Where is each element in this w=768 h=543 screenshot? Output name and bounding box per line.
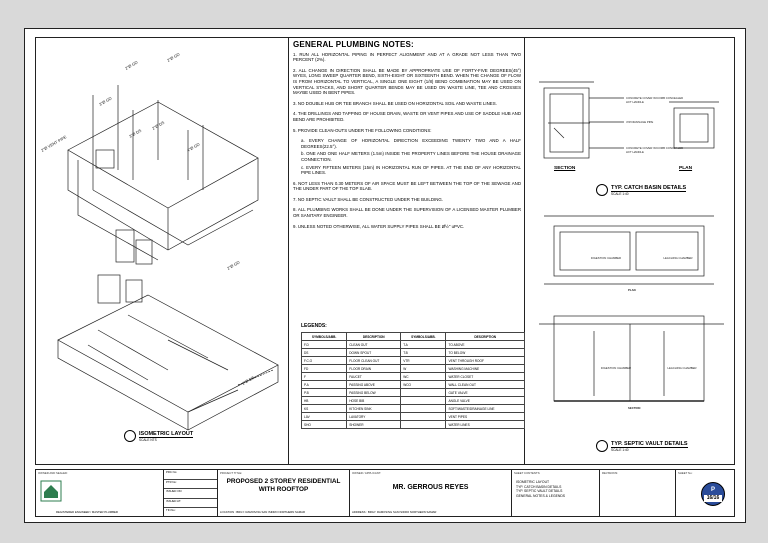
owner-sealed-label: OWNER AND SEALED:: [38, 471, 68, 475]
legend-cell: FAUCET: [347, 373, 401, 381]
legend-cell: [401, 421, 446, 429]
issued-on-label: ISSUED ON:: [164, 489, 217, 499]
isometric-layout-drawing: [38, 40, 288, 460]
legend-table: [301, 332, 525, 429]
legend-cell: W: [401, 365, 446, 373]
note-sub-item: c. EVERY FIFTEEN METERS (15m) IN HORIZONTAL RUN OF PIPES. AT THE END OF ANY HORIZONTAL PIPE LINES.: [301, 164, 521, 176]
legend-cell: ANGLE VALVE: [446, 397, 525, 405]
sheet-letter: P: [710, 487, 715, 493]
note-sub-item: a. EVERY CHANGE OF HORIZONTAL DIRECTION EXCEEDING TWENTY TWO AND A HALF DEGREES(22.5°).: [301, 138, 521, 149]
isometric-title: ISOMETRIC LAYOUT: [139, 430, 194, 437]
chamber-label: LEACHING CHAMBER: [667, 366, 697, 370]
legend-header: SYMBOLS/ABB.: [302, 333, 347, 341]
note-item: 9. UNLESS NOTED OTHERWISE, ALL WATER SUPPLY PIPES SHALL BE Ø½" uPVC.: [293, 223, 465, 229]
legend-cell: DOWN SPOUT: [347, 349, 401, 357]
owner-sealed-cell: [36, 470, 164, 516]
plan-label: PLAN: [679, 166, 693, 171]
prc-label: PRC No:: [164, 470, 217, 480]
legend-header: SYMBOLS/ABB.: [401, 333, 446, 341]
legend-header: DESCRIPTION: [446, 333, 525, 341]
legend-cell: HB: [302, 397, 347, 405]
license-cell: [164, 470, 218, 516]
legend-cell: WATER CLOSET: [446, 373, 525, 381]
legend-cell: T.A: [401, 341, 446, 349]
chamber-label: DIGESTION CHAMBER: [590, 256, 622, 260]
legend-cell: FLOOR DRAIN: [347, 365, 401, 373]
legend-cell: F.C.O: [302, 357, 347, 365]
legend-cell: P.B: [302, 389, 347, 397]
scale-label: SCALE: [611, 191, 622, 196]
legend: [301, 323, 525, 429]
legend-row: [302, 421, 525, 429]
legend-row: [302, 349, 525, 357]
isometric-title-block: [124, 430, 193, 442]
scale-label: SCALE: [611, 447, 622, 452]
legend-cell: KS: [302, 405, 347, 413]
scale-value: NTS: [150, 437, 157, 442]
title-marker-icon: [596, 184, 608, 196]
legend-row: [302, 381, 525, 389]
callout: CONCRETE COVER W/COMB CONCEALED LIFT HANDLE: [626, 96, 684, 104]
legend-cell: [401, 397, 446, 405]
project-location: LOCATION : BRGY. RAMOS/NG SAN ISIDRO NORTHERN SAMAR: [220, 510, 306, 514]
note-item: 5. PROVIDE CLEAN-OUTS UNDER THE FOLLOWING CONDITIONS:: [293, 127, 432, 133]
legend-cell: WC: [401, 373, 446, 381]
pipe-label: 3"Ø GD: [98, 95, 113, 107]
contents-label: SHEET CONTENTS:: [514, 471, 541, 475]
callout: 4"Ø DRAINAGE PIPE: [626, 120, 654, 124]
legend-cell: SHOWER: [347, 421, 401, 429]
septic-section-label: SECTION: [628, 406, 641, 410]
issued-at-label: ISSUED AT:: [164, 499, 217, 509]
house-logo-icon: [40, 480, 62, 502]
septic-vault-drawing: [534, 206, 734, 436]
legend-cell: GATE VALVE: [446, 389, 525, 397]
note-item: 3. NO DOUBLE HUB OR TEE BRANCH SHALL BE USED ON HORIZONTAL SOIL AND WASTE LINES.: [293, 100, 497, 106]
pipe-label: 2"Ø GD: [166, 51, 181, 63]
legend-cell: KITCHEN SINK: [347, 405, 401, 413]
revisions-label: REVISIONS:: [602, 471, 619, 475]
note-item: 1. RUN ALL HORIZONTAL PIPING IN PERFECT ALIGNMENT AND AT A GRADE NOT LESS THAN TWO PERCENT (2%).: [293, 51, 521, 63]
legend-row: [302, 413, 525, 421]
legend-cell: WASHING MACHINE: [446, 365, 525, 373]
legend-cell: [401, 413, 446, 421]
septic-title: TYP. SEPTIC VAULT DETAILS: [611, 440, 688, 447]
pipe-label: 4"Ø GD: [186, 141, 201, 153]
chamber-label: DIGESTION CHAMBER: [600, 366, 632, 370]
content-item: TYP. SEPTIC VAULT DETAILS: [516, 489, 563, 494]
legend-cell: T.B: [401, 349, 446, 357]
septic-plan-label: PLAN: [628, 288, 636, 292]
drawing-frame: [35, 37, 735, 465]
legend-cell: [401, 389, 446, 397]
pipe-label: 3"Ø DS: [128, 127, 143, 139]
note-item: 2. ALL CHANGE IN DIRECTION SHALL BE MADE BY APPROPRIATE USE OF FORTY-FIVE DEGREES(45°) WYES, LONG SWEEP QUARTER BEND, SIXTH-EIGHT OR SIXTEENTH BEND. WHEN THE CHANGE OF FLOW IS FROM HORIZONTAL TO VERTICAL, A SINGLE ONE EIGHT (1/8) BEND COMBINATION MAY BE USED ON VERTICAL STACKS, AND SHORT QUARTER BENDS MAY BE USED ON WASTE LINE, TEE AND CROSSES MAYBE USED IN BENT PIPES.: [293, 67, 521, 96]
legend-cell: DS: [302, 349, 347, 357]
scale-value: 1:40: [622, 191, 629, 196]
project-label: PROJECT TITLE:: [220, 471, 243, 475]
revisions-cell: [600, 470, 676, 516]
legend-title: LEGENDS:: [301, 323, 327, 329]
legend-row: [302, 373, 525, 381]
legend-cell: VENT THROUGH ROOF: [446, 357, 525, 365]
legend-cell: HOSE BIB: [347, 397, 401, 405]
note-item: 7. NO SEPTIC VAULT SHALL BE CONSTRUCTED UNDER THE BUILDING.: [293, 196, 444, 202]
legend-cell: SHO: [302, 421, 347, 429]
legend-cell: TO BELOW: [446, 349, 525, 357]
content-item: GENERAL NOTES & LEGENDS: [516, 493, 566, 498]
owner-cell: [350, 470, 512, 516]
legend-cell: PASSING ABOVE: [347, 381, 401, 389]
general-notes: [293, 42, 521, 234]
drawing-sheet: [24, 28, 746, 523]
pipe-label: 2"Ø VENT PIPE: [40, 134, 68, 153]
legend-cell: WATER LINES: [446, 421, 525, 429]
legend-row: [302, 397, 525, 405]
note-sub-item: b. ONE AND ONE HALF METERS (1.5m) INSIDE THE PROPERTY LINES BEFORE THE HOUSE DRAINAGE CONNECTION.: [301, 151, 521, 162]
legend-cell: CLEAN OUT: [347, 341, 401, 349]
septic-title-block: [596, 440, 688, 452]
catch-basin-title: TYP. CATCH BASIN DETAILS: [611, 184, 687, 191]
legend-cell: WCO: [401, 381, 446, 389]
catch-basin-drawing: [534, 78, 734, 188]
catch-basin-title-block: [596, 184, 686, 196]
pipe-label: 2"Ø DS: [241, 374, 256, 386]
legend-cell: VTR: [401, 357, 446, 365]
project-cell: [218, 470, 350, 516]
note-item: 4. THE DRILLINGS AND TAPPING OF HOUSE DRAIN, WASTE OR VENT PIPES AND USE OF SADDLE HUB AND BEND ARE PROHIBITED.: [293, 111, 521, 122]
title-marker-icon: [596, 440, 608, 452]
chamber-label: LEACHING CHAMBER: [663, 256, 693, 260]
legend-header: DESCRIPTION: [347, 333, 401, 341]
legend-cell: LAV: [302, 413, 347, 421]
section-label: SECTION: [554, 166, 576, 171]
legend-cell: [401, 405, 446, 413]
pipe-label: 2"Ø DS: [151, 119, 166, 131]
owner-name: MR. GERROUS REYES: [392, 484, 469, 491]
scale-value: 1:40: [622, 447, 629, 452]
applicant-label: OWNER / APPLICANT:: [352, 471, 381, 475]
legend-row: [302, 405, 525, 413]
legend-cell: LAVATORY: [347, 413, 401, 421]
legend-cell: TO ABOVE: [446, 341, 525, 349]
title-block: [35, 469, 735, 517]
sheet-number: 16/16: [704, 495, 722, 502]
project-title: PROPOSED 2 STOREY RESIDENTIAL WITH ROOFTOP: [226, 478, 341, 493]
legend-cell: PASSING BELOW: [347, 389, 401, 397]
title-marker-icon: [124, 430, 136, 442]
legend-cell: VENT PIPES: [446, 413, 525, 421]
legend-cell: P.A: [302, 381, 347, 389]
legend-cell: WALL CLEAN OUT: [446, 381, 525, 389]
note-item: 8. ALL PLUMBING WORKS SHALL BE DONE UNDER THE SUPERVISION OF A LICENSED MASTER PLUMBER OR SANITARY ENGINEER.: [293, 207, 521, 219]
legend-cell: FLOOR CLEAN OUT: [347, 357, 401, 365]
column-divider: [288, 38, 289, 464]
legend-row: [302, 357, 525, 365]
content-item: ISOMETRIC LAYOUT: [516, 480, 550, 484]
notes-title: GENERAL PLUMBING NOTES:: [293, 40, 414, 49]
ptr-label: PTR No:: [164, 480, 217, 490]
callout: CONCRETE COVER W/COMB CONCEALED LIFT HANDLE: [626, 146, 684, 154]
legend-row: [302, 365, 525, 373]
legend-cell: FD: [302, 365, 347, 373]
sheet-number-badge: [701, 482, 725, 506]
legend-cell: SOFT/WASTE/DRAINAGE LINE: [446, 405, 525, 413]
contents-cell: [512, 470, 600, 516]
pipe-label: 2"Ø GD: [226, 259, 241, 271]
sheet-no-label: SHEET No:: [678, 471, 693, 475]
content-item: TYP. CATCH BASIN DETAILS: [516, 484, 562, 489]
engineer-label: REGISTERED ENGINEER / MASTER PLUMBER: [56, 510, 118, 514]
note-item: 6. NOT LESS THAN 0.30 METERS OF AIR SPACE MUST BE LEFT BETWEEN THE TOP OF THE SEWAGE AND THE UNDER PART OF THE TOP SLAB.: [293, 180, 521, 192]
tin-label: TIN No:: [166, 508, 176, 513]
legend-row: [302, 341, 525, 349]
legend-cell: F.D: [302, 341, 347, 349]
owner-address: ADDRESS : BRGY. RAMOS/NG SAN ISIDRO NORTHERN SAMAR: [352, 510, 437, 514]
legend-cell: F: [302, 373, 347, 381]
scale-label: SCALE: [139, 437, 150, 442]
pipe-label: 2"Ø GD: [124, 59, 139, 71]
legend-row: [302, 389, 525, 397]
